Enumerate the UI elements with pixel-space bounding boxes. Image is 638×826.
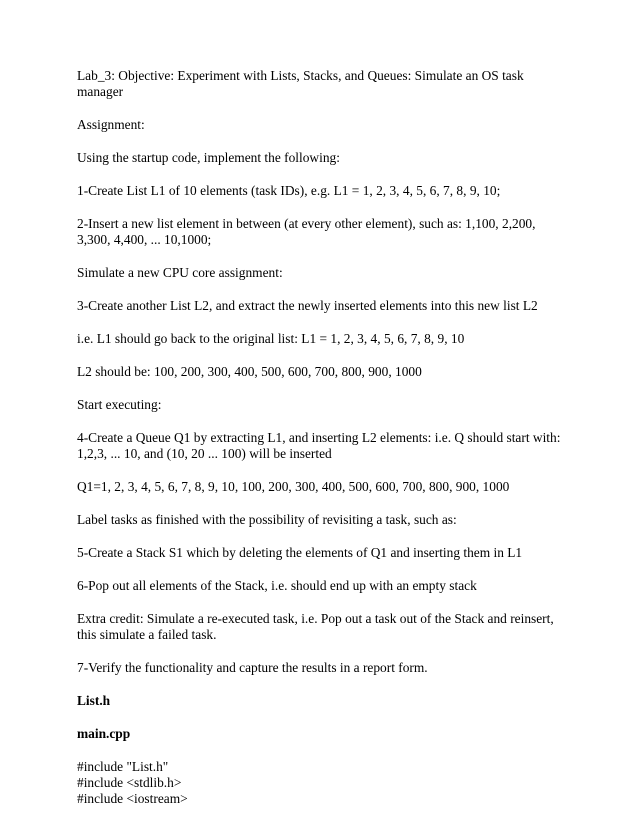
step-7: 7-Verify the functionality and capture the results in a report form. <box>77 660 428 675</box>
code-line-include-list: #include "List.h" <box>77 759 169 774</box>
start-executing-label: Start executing: <box>77 397 162 412</box>
lab-objective: Lab_3: Objective: Experiment with Lists, Stacks, and Queues: Simulate an OS task manager <box>77 68 524 99</box>
startup-instructions: Using the startup code, implement the following: <box>77 150 340 165</box>
heading-list-h: List.h <box>77 693 111 708</box>
cpu-core-label: Simulate a new CPU core assignment: <box>77 265 283 280</box>
q1-expected: Q1=1, 2, 3, 4, 5, 6, 7, 8, 9, 10, 100, 200, 300, 400, 500, 600, 700, 800, 900, 1000 <box>77 479 510 494</box>
heading-main-cpp: main.cpp <box>77 726 131 741</box>
l2-expected: L2 should be: 100, 200, 300, 400, 500, 600, 700, 800, 900, 1000 <box>77 364 422 379</box>
step-3: 3-Create another List L2, and extract the newly inserted elements into this new list L2 <box>77 298 538 313</box>
document-content <box>77 68 567 807</box>
code-line-include-iostream: #include <iostream> <box>77 791 188 806</box>
step-2: 2-Insert a new list element in between (at every other element), such as: 1,100, 2,200, 3,300, 4,400, ... 10,1000; <box>77 216 536 247</box>
step-6: 6-Pop out all elements of the Stack, i.e. should end up with an empty stack <box>77 578 477 593</box>
label-tasks-note: Label tasks as finished with the possibility of revisiting a task, such as: <box>77 512 457 527</box>
step-5: 5-Create a Stack S1 which by deleting the elements of Q1 and inserting them in L1 <box>77 545 523 560</box>
code-line-include-stdlib: #include <stdlib.h> <box>77 775 182 790</box>
code-block <box>77 759 567 807</box>
assignment-label: Assignment: <box>77 117 145 132</box>
step-4: 4-Create a Queue Q1 by extracting L1, and inserting L2 elements: i.e. Q should start with: 1,2,3, ... 10, and (10, 20 ... 100) will be inserted <box>77 430 561 461</box>
l1-original-note: i.e. L1 should go back to the original list: L1 = 1, 2, 3, 4, 5, 6, 7, 8, 9, 10 <box>77 331 465 346</box>
extra-credit: Extra credit: Simulate a re-executed task, i.e. Pop out a task out of the Stack and reinsert, this simulate a failed task. <box>77 611 554 642</box>
step-1: 1-Create List L1 of 10 elements (task IDs), e.g. L1 = 1, 2, 3, 4, 5, 6, 7, 8, 9, 10; <box>77 183 501 198</box>
